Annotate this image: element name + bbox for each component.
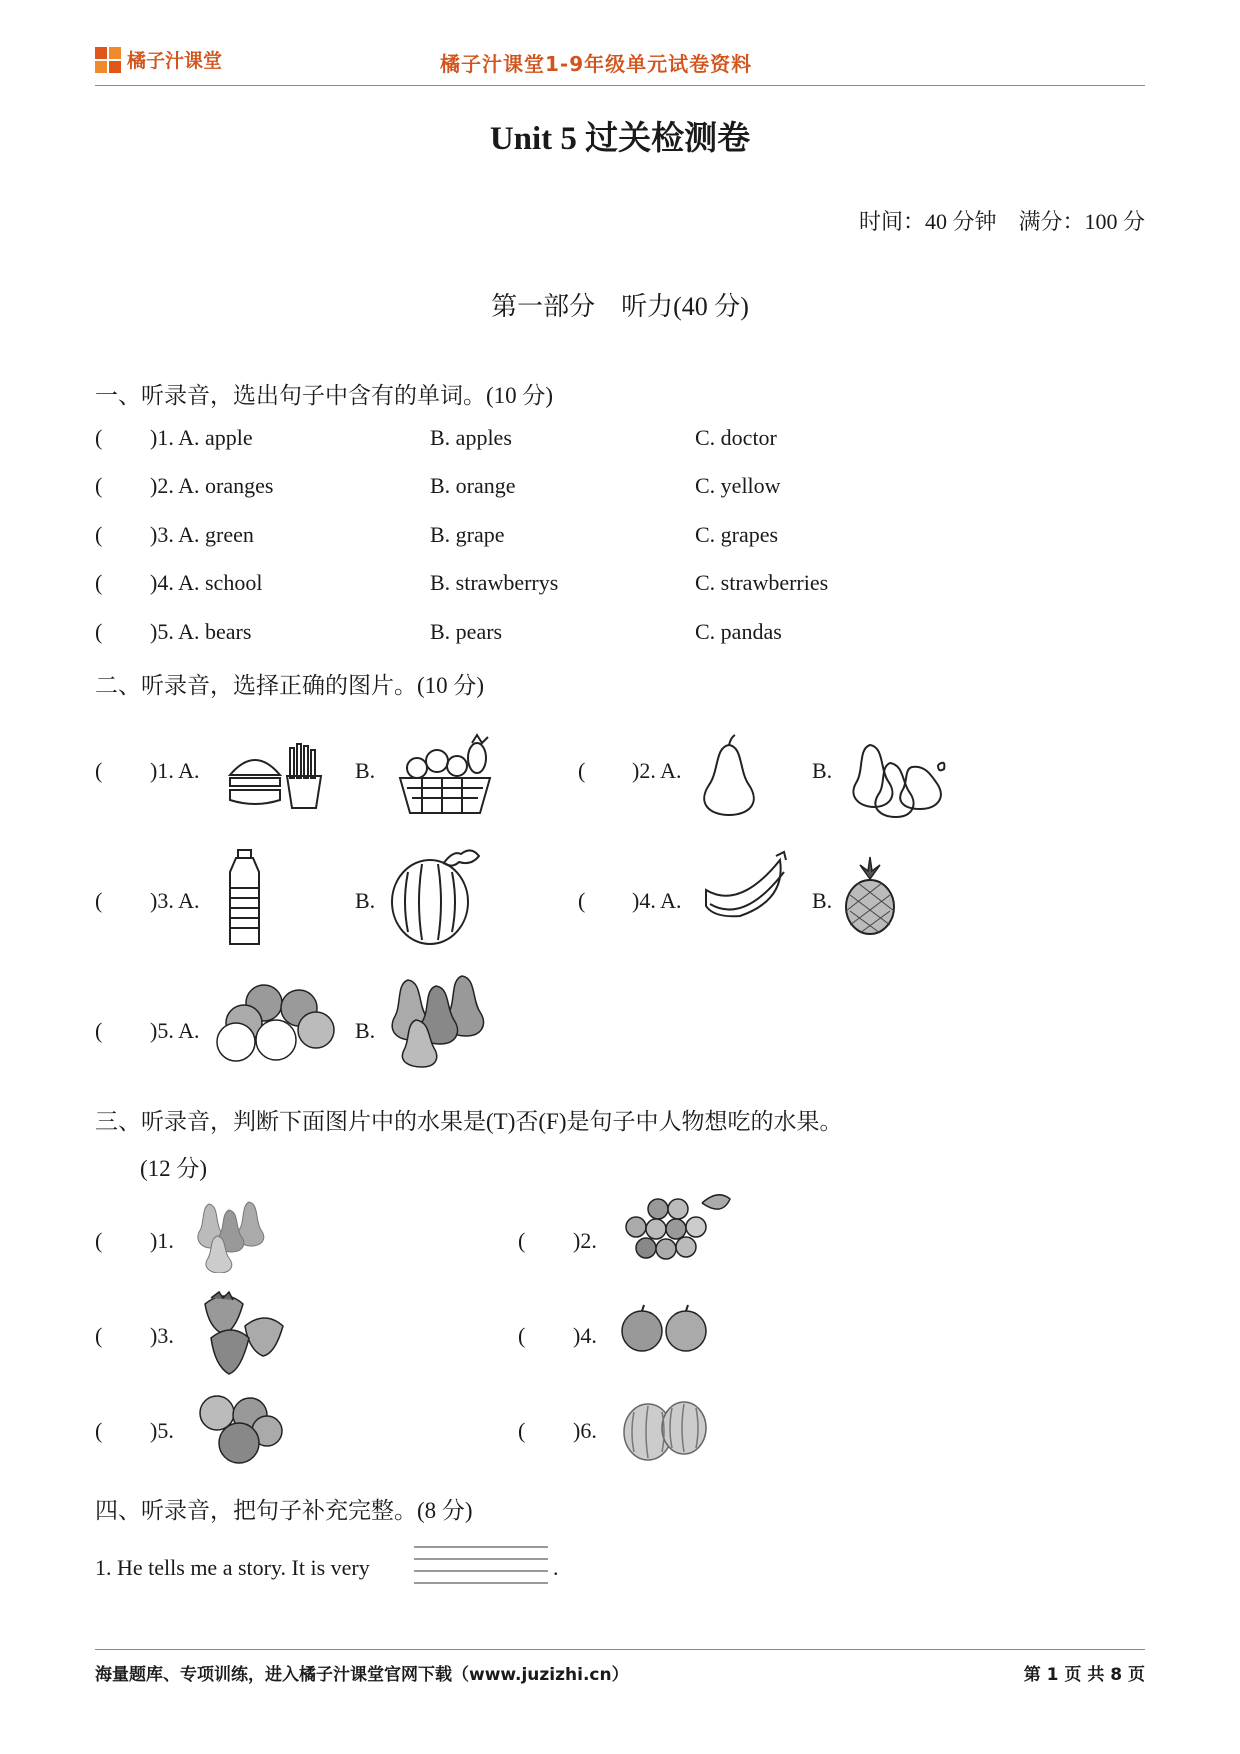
s1-paren: ( bbox=[95, 473, 103, 498]
s1-item-4-b: B. strawberrys bbox=[430, 570, 559, 595]
oranges-icon bbox=[195, 1393, 285, 1468]
s1-item-1-a: )1. A. apple bbox=[150, 425, 253, 450]
s3-item-4-label: )4. bbox=[573, 1323, 597, 1348]
header-center-title: 橘子汁课堂1-9年级单元试卷资料 bbox=[440, 52, 753, 76]
s1-paren: ( bbox=[95, 619, 103, 644]
pears-icon bbox=[850, 735, 950, 820]
s2-item-5-a-label: )5. A. bbox=[150, 1018, 200, 1043]
page-title: Unit 5 过关检测卷 bbox=[489, 121, 751, 157]
s2-item-1-a-label: )1. A. bbox=[150, 758, 200, 783]
watermelons-icon bbox=[620, 1388, 710, 1463]
pear-icon bbox=[695, 733, 763, 818]
apples-small-icon bbox=[620, 1303, 710, 1353]
strawberries-icon bbox=[195, 1288, 285, 1378]
s1-item-2-b: B. orange bbox=[430, 473, 516, 498]
s1-item-4-a: )4. A. school bbox=[150, 570, 263, 595]
s2-paren: ( bbox=[95, 758, 103, 783]
s2-item-4-b-label: B. bbox=[812, 888, 833, 913]
s2-item-1-b-label: B. bbox=[355, 758, 376, 783]
pears-group-icon bbox=[388, 970, 488, 1068]
s3-paren: ( bbox=[95, 1418, 103, 1443]
s3-item-6-label: )6. bbox=[573, 1418, 597, 1443]
s1-item-5-c: C. pandas bbox=[695, 619, 782, 644]
fruit-basket-icon bbox=[392, 733, 497, 818]
burger-fries-icon bbox=[225, 740, 340, 810]
s3-paren: ( bbox=[518, 1228, 526, 1253]
answer-lines[interactable] bbox=[412, 1543, 550, 1593]
s2-paren: ( bbox=[578, 758, 586, 783]
section-3-heading-cont: (12 分) bbox=[140, 1156, 208, 1181]
s2-item-2-b-label: B. bbox=[812, 758, 833, 783]
section-1-heading: 一、听录音，选出句子中含有的单词。(10 分) bbox=[95, 383, 554, 408]
pineapple-icon bbox=[840, 855, 900, 935]
brand-logo bbox=[95, 46, 222, 73]
s1-item-3-c: C. grapes bbox=[695, 522, 779, 547]
s1-item-2-c: C. yellow bbox=[695, 473, 781, 498]
s2-item-2-a-label: )2. A. bbox=[632, 758, 682, 783]
s1-item-5-b: B. pears bbox=[430, 619, 503, 644]
s1-item-2-a: )2. A. oranges bbox=[150, 473, 274, 498]
logo-icon bbox=[95, 47, 121, 73]
section-3-heading: 三、听录音，判断下面图片中的水果是(T)否(F)是句子中人物想吃的水果。 bbox=[95, 1109, 843, 1134]
footer-rule bbox=[95, 1649, 1145, 1650]
brand-name: 橘子汁课堂 bbox=[127, 50, 223, 72]
water-bottle-icon bbox=[222, 848, 267, 948]
s3-paren: ( bbox=[95, 1323, 103, 1348]
s1-item-3-b: B. grape bbox=[430, 522, 505, 547]
s1-item-3-a: )3. A. green bbox=[150, 522, 254, 547]
bananas-icon bbox=[700, 850, 790, 925]
s1-paren: ( bbox=[95, 570, 103, 595]
s2-paren: ( bbox=[95, 1018, 103, 1043]
header-rule bbox=[95, 85, 1145, 86]
pears-small-icon bbox=[195, 1198, 267, 1273]
s2-item-4-a-label: )4. A. bbox=[632, 888, 682, 913]
s3-paren: ( bbox=[95, 1228, 103, 1253]
s2-item-5-b-label: B. bbox=[355, 1018, 376, 1043]
s1-paren: ( bbox=[95, 522, 103, 547]
s1-item-1-c: C. doctor bbox=[695, 425, 777, 450]
s2-item-3-a-label: )3. A. bbox=[150, 888, 200, 913]
s4-question-1-end: . bbox=[553, 1555, 559, 1580]
apples-icon bbox=[214, 978, 339, 1063]
s3-item-1-label: )1. bbox=[150, 1228, 174, 1253]
watermelon-icon bbox=[388, 842, 483, 947]
s1-item-4-c: C. strawberries bbox=[695, 570, 829, 595]
s1-item-1-b: B. apples bbox=[430, 425, 512, 450]
footer-left: 海量题库、专项训练，进入橘子汁课堂官网下载（www.juzizhi.cn） bbox=[95, 1665, 629, 1685]
s3-item-5-label: )5. bbox=[150, 1418, 174, 1443]
page-number: 第 1 页 共 8 页 bbox=[1023, 1665, 1145, 1685]
s1-item-5-a: )5. A. bears bbox=[150, 619, 252, 644]
part-title: 第一部分 听力(40 分) bbox=[491, 292, 749, 321]
s3-item-2-label: )2. bbox=[573, 1228, 597, 1253]
exam-meta: 时间：40 分钟 满分：100 分 bbox=[858, 209, 1145, 234]
s2-item-3-b-label: B. bbox=[355, 888, 376, 913]
s2-paren: ( bbox=[95, 888, 103, 913]
section-2-heading: 二、听录音，选择正确的图片。(10 分) bbox=[95, 673, 485, 698]
s3-item-3-label: )3. bbox=[150, 1323, 174, 1348]
s4-question-1: 1. He tells me a story. It is very bbox=[95, 1555, 370, 1580]
s3-paren: ( bbox=[518, 1418, 526, 1443]
s1-paren: ( bbox=[95, 425, 103, 450]
section-4-heading: 四、听录音，把句子补充完整。(8 分) bbox=[95, 1498, 473, 1523]
grapes-icon bbox=[622, 1193, 732, 1268]
s2-paren: ( bbox=[578, 888, 586, 913]
s3-paren: ( bbox=[518, 1323, 526, 1348]
